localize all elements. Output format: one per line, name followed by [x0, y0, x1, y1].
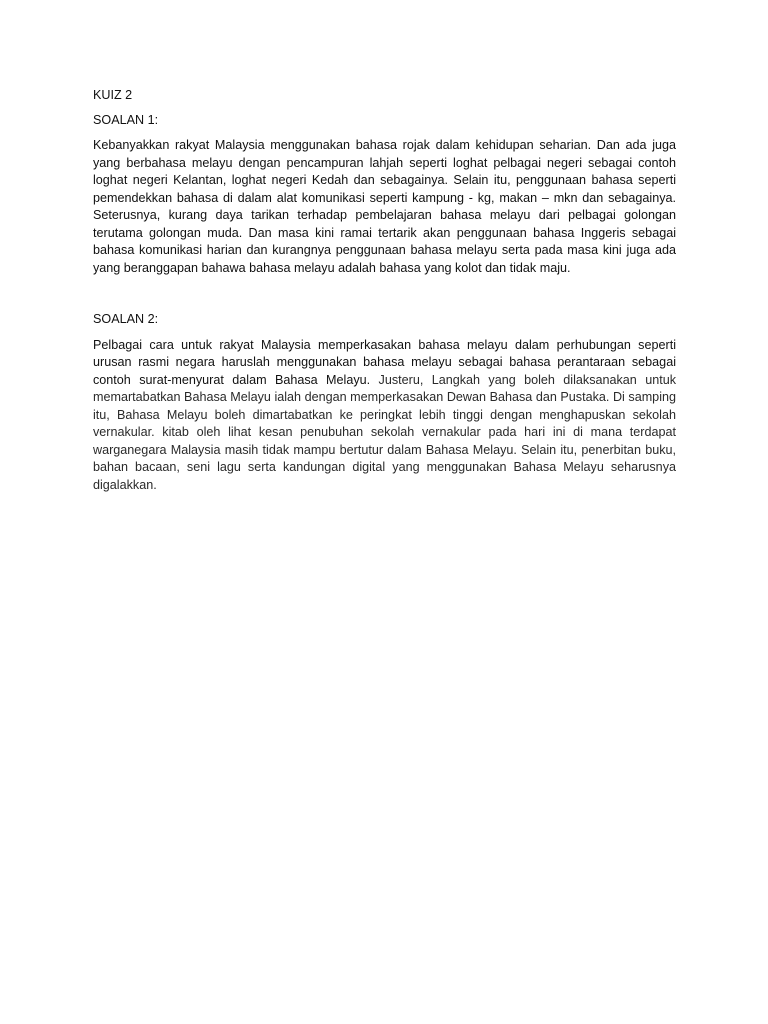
- question-2-answer-part2: Justeru, Langkah yang boleh dilaksanakan untuk memartabatkan Bahasa Melayu ialah dengan memperkasakan Dewan Bahasa dan Pustaka. Di samping itu, Bahasa Melayu boleh dimartabatkan ke peringkat lebih tinggi dengan menghapuskan sekolah vernakular. kitab oleh lihat kesan penubuhan sekolah vernakular pada hari ini di mana terdapat warganegara Malaysia masih tidak mampu bertutur dalam Bahasa Melayu. Selain itu, penerbitan buku, bahan bacaan, seni lagu serta kandungan digital yang menggunakan Bahasa Melayu seharusnya digalakkan.: [93, 372, 676, 492]
- document-body: [93, 87, 676, 494]
- question-1-label: SOALAN 1:: [93, 112, 159, 127]
- question-2-label: SOALAN 2:: [93, 312, 159, 326]
- question-2-answer: [93, 337, 676, 495]
- document-title: KUIZ 2: [93, 88, 133, 102]
- question-1-answer: Kebanyakkan rakyat Malaysia menggunakan bahasa rojak dalam kehidupan seharian. Dan ada juga yang berbahasa melayu dengan pencampuran lahjah seperti loghat pelbagai negeri sebagai contoh loghat negeri Kelantan, loghat negeri Kedah dan sebagainya. Selain itu, penggunaan bahasa seperti pemendekkan bahasa di dalam alat komunikasi seperti kampung - kg, makan – mkn dan sebagainya. Seterusnya, kurang daya tarikan terhadap pembelajaran bahasa melayu dari pelbagai golongan terutama golongan muda. Dan masa kini ramai tertarik akan penggunaan bahasa Inggeris sebagai bahasa komunikasi harian dan kurangnya penggunaan bahasa melayu serta pada masa kini juga ada yang beranggapan bahawa bahasa melayu adalah bahasa yang kolot dan tidak maju.: [93, 138, 676, 275]
- question-2-answer-part1: Pelbagai cara untuk rakyat Malaysia memperkasakan bahasa melayu dalam perhubungan seperti urusan rasmi negara haruslah menggunakan bahasa melayu sebagai bahasa perantaraan sebagai contoh surat-menyurat dalam Bahasa Melayu.: [93, 337, 676, 387]
